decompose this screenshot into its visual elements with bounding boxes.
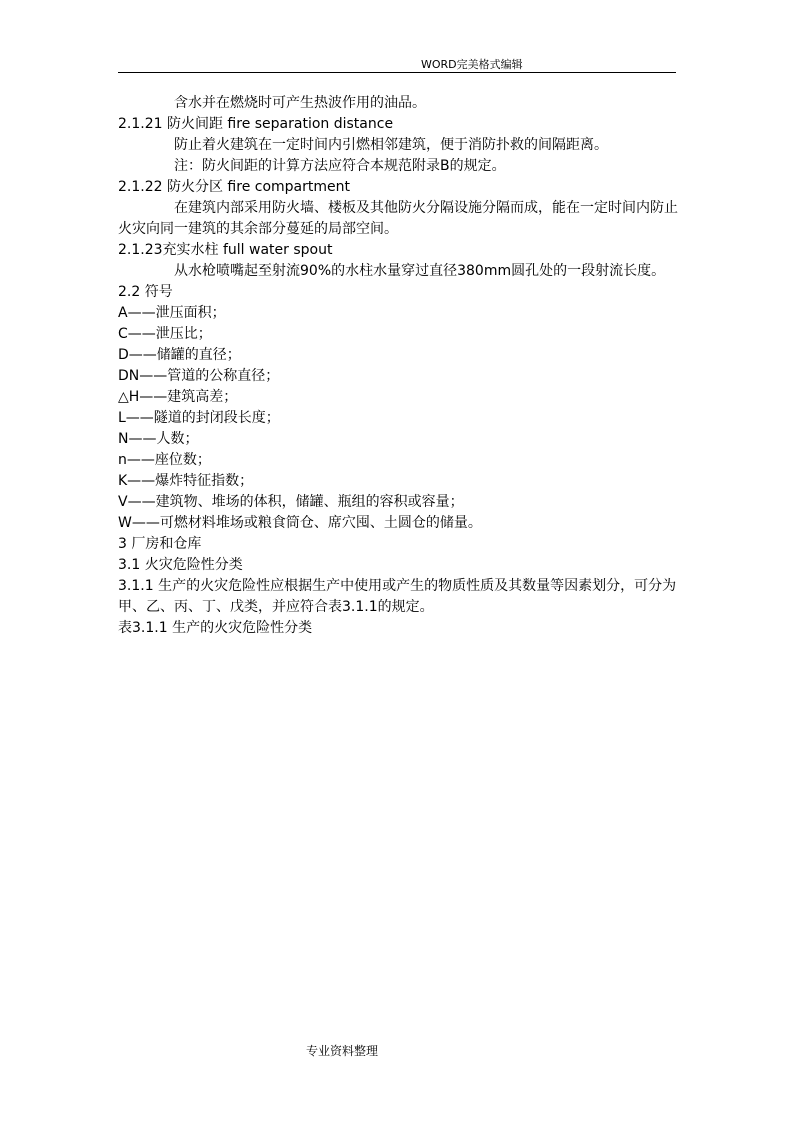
symbol-item: W——可燃材料堆场或粮食筒仓、席穴囤、土圆仓的储量。 (118, 515, 482, 531)
paragraph: 从水枪喷嘴起至射流90%的水柱水量穿过直径380mm圆孔处的一段射流长度。 (174, 263, 666, 279)
chapter-heading: 3 厂房和仓库 (118, 536, 202, 552)
symbol-item: K——爆炸特征指数； (118, 473, 254, 489)
paragraph: 在建筑内部采用防火墙、楼板及其他防火分隔设施分隔而成，能在一定时间内防止火灾向同一建筑的其余部分蔓延的局部空间。 (118, 200, 678, 237)
page-footer: 专业资料整理 (306, 1044, 379, 1058)
paragraph: 3.1.1 生产的火灾危险性应根据生产中使用或产生的物质性质及其数量等因素划分，可分为甲、乙、丙、丁、戊类，并应符合表3.1.1的规定。 (118, 578, 677, 615)
symbol-item: N——人数； (118, 431, 199, 447)
symbol-item: D——储罐的直径； (118, 347, 241, 363)
page-header: WORD完美格式编辑 (421, 58, 523, 71)
section-heading: 2.2 符号 (118, 284, 173, 300)
symbol-item: A——泄压面积； (118, 305, 226, 321)
symbol-item: V——建筑物、堆场的体积，储罐、瓶组的容积或容量； (118, 494, 464, 510)
header-rule (118, 72, 676, 73)
section-heading: 3.1 火灾危险性分类 (118, 557, 243, 573)
term-heading: 2.1.21 防火间距 fire separation distance (118, 116, 394, 132)
text-line: 防止着火建筑在一定时间内引燃相邻建筑，便于消防扑救的间隔距离。 (174, 137, 608, 153)
note-line: 注：防火间距的计算方法应符合本规范附录B的规定。 (174, 158, 506, 174)
symbol-item: △H——建筑高差； (118, 389, 238, 405)
symbol-item: L——隧道的封闭段长度； (118, 410, 280, 426)
symbol-item: DN——管道的公称直径； (118, 368, 280, 384)
document-body (118, 93, 678, 639)
term-heading: 2.1.23充实水柱 full water spout (118, 242, 333, 258)
text-line: 含水并在燃烧时可产生热波作用的油品。 (174, 95, 426, 111)
term-heading: 2.1.22 防火分区 fire compartment (118, 179, 350, 195)
symbol-item: C——泄压比； (118, 326, 212, 342)
symbol-item: n——座位数； (118, 452, 211, 468)
table-caption: 表3.1.1 生产的火灾危险性分类 (118, 620, 313, 636)
